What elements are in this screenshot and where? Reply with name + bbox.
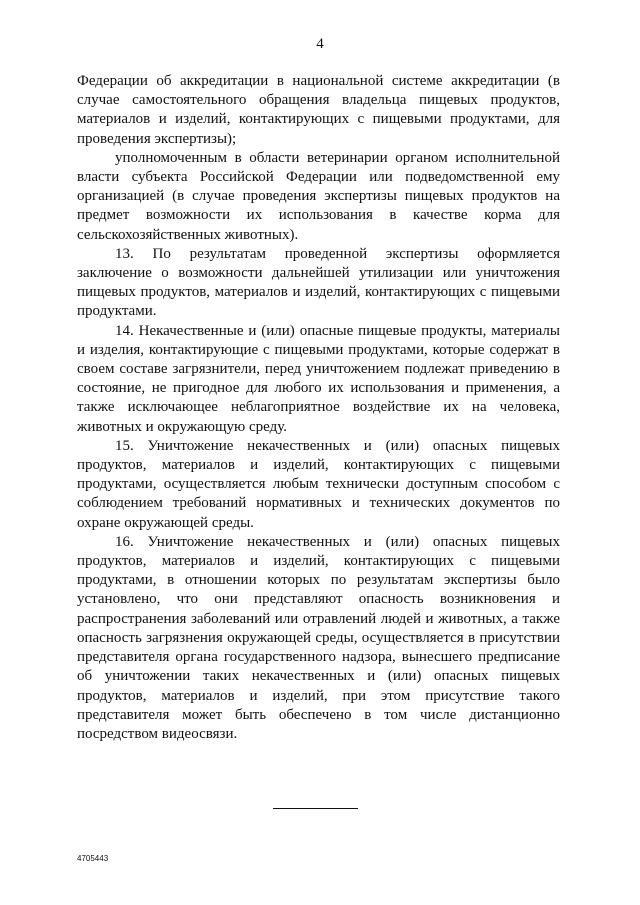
paragraph-continuation: Федерации об аккредитации в национальной системе аккредитации (в случае самостоятельного обращения владельца пищевых продуктов, материалов и изделий, контактирующих с пищевыми продуктами, для проведения экспертизы); [77, 73, 560, 147]
paragraph-veterinary-authority: уполномоченным в области ветеринарии органом исполнительной власти субъекта Российской Федерации или подведомственной ему организацией (в случае проведения экспертизы пищевых продуктов на предмет возможности их использования в качестве корма для сельскохозяйственных животных). [77, 149, 560, 243]
paragraph-14: 14. Некачественные и (или) опасные пищевые продукты, материалы и изделия, контактирующие с пищевыми продуктами, которые содержат в своем составе загрязнители, перед уничтожением подлежат приведению в состояние, не пригодное для любого их использования и применения, а также исключающее неблагоприятное воздействие их на человека, животных и окружающую среду. [77, 322, 560, 435]
document-body [77, 72, 560, 744]
end-divider [273, 808, 358, 809]
paragraph-13: 13. По результатам проведенной экспертизы оформляется заключение о возможности дальнейшей утилизации или уничтожения пищевых продуктов, материалов и изделий, контактирующих с пищевыми продуктами. [77, 245, 560, 320]
paragraph-16: 16. Уничтожение некачественных и (или) опасных пищевых продуктов, материалов и изделий, контактирующих с пищевыми продуктами, в отношении которых по результатам экспертизы было установлено, что они представляют опасность возникновения и распространения заболеваний или отравлений людей и животных, а также опасность загрязнения окружающей среды, осуществляется в присутствии представителя органа государственного надзора, вынесшего предписание об уничтожении таких некачественных и (или) опасных пищевых продуктов, материалов и изделий, при этом присутствие такого представителя может быть обеспечено в том числе дистанционно посредством видеосвязи. [77, 533, 560, 742]
paragraph-15: 15. Уничтожение некачественных и (или) опасных пищевых продуктов, материалов и изделий, контактирующих с пищевыми продуктами, осуществляется любым технически доступным способом с соблюдением требований нормативных и технических документов по охране окружающей среды. [77, 437, 560, 531]
document-code: 4705443 [77, 854, 109, 863]
page-number: 4 [316, 36, 324, 52]
